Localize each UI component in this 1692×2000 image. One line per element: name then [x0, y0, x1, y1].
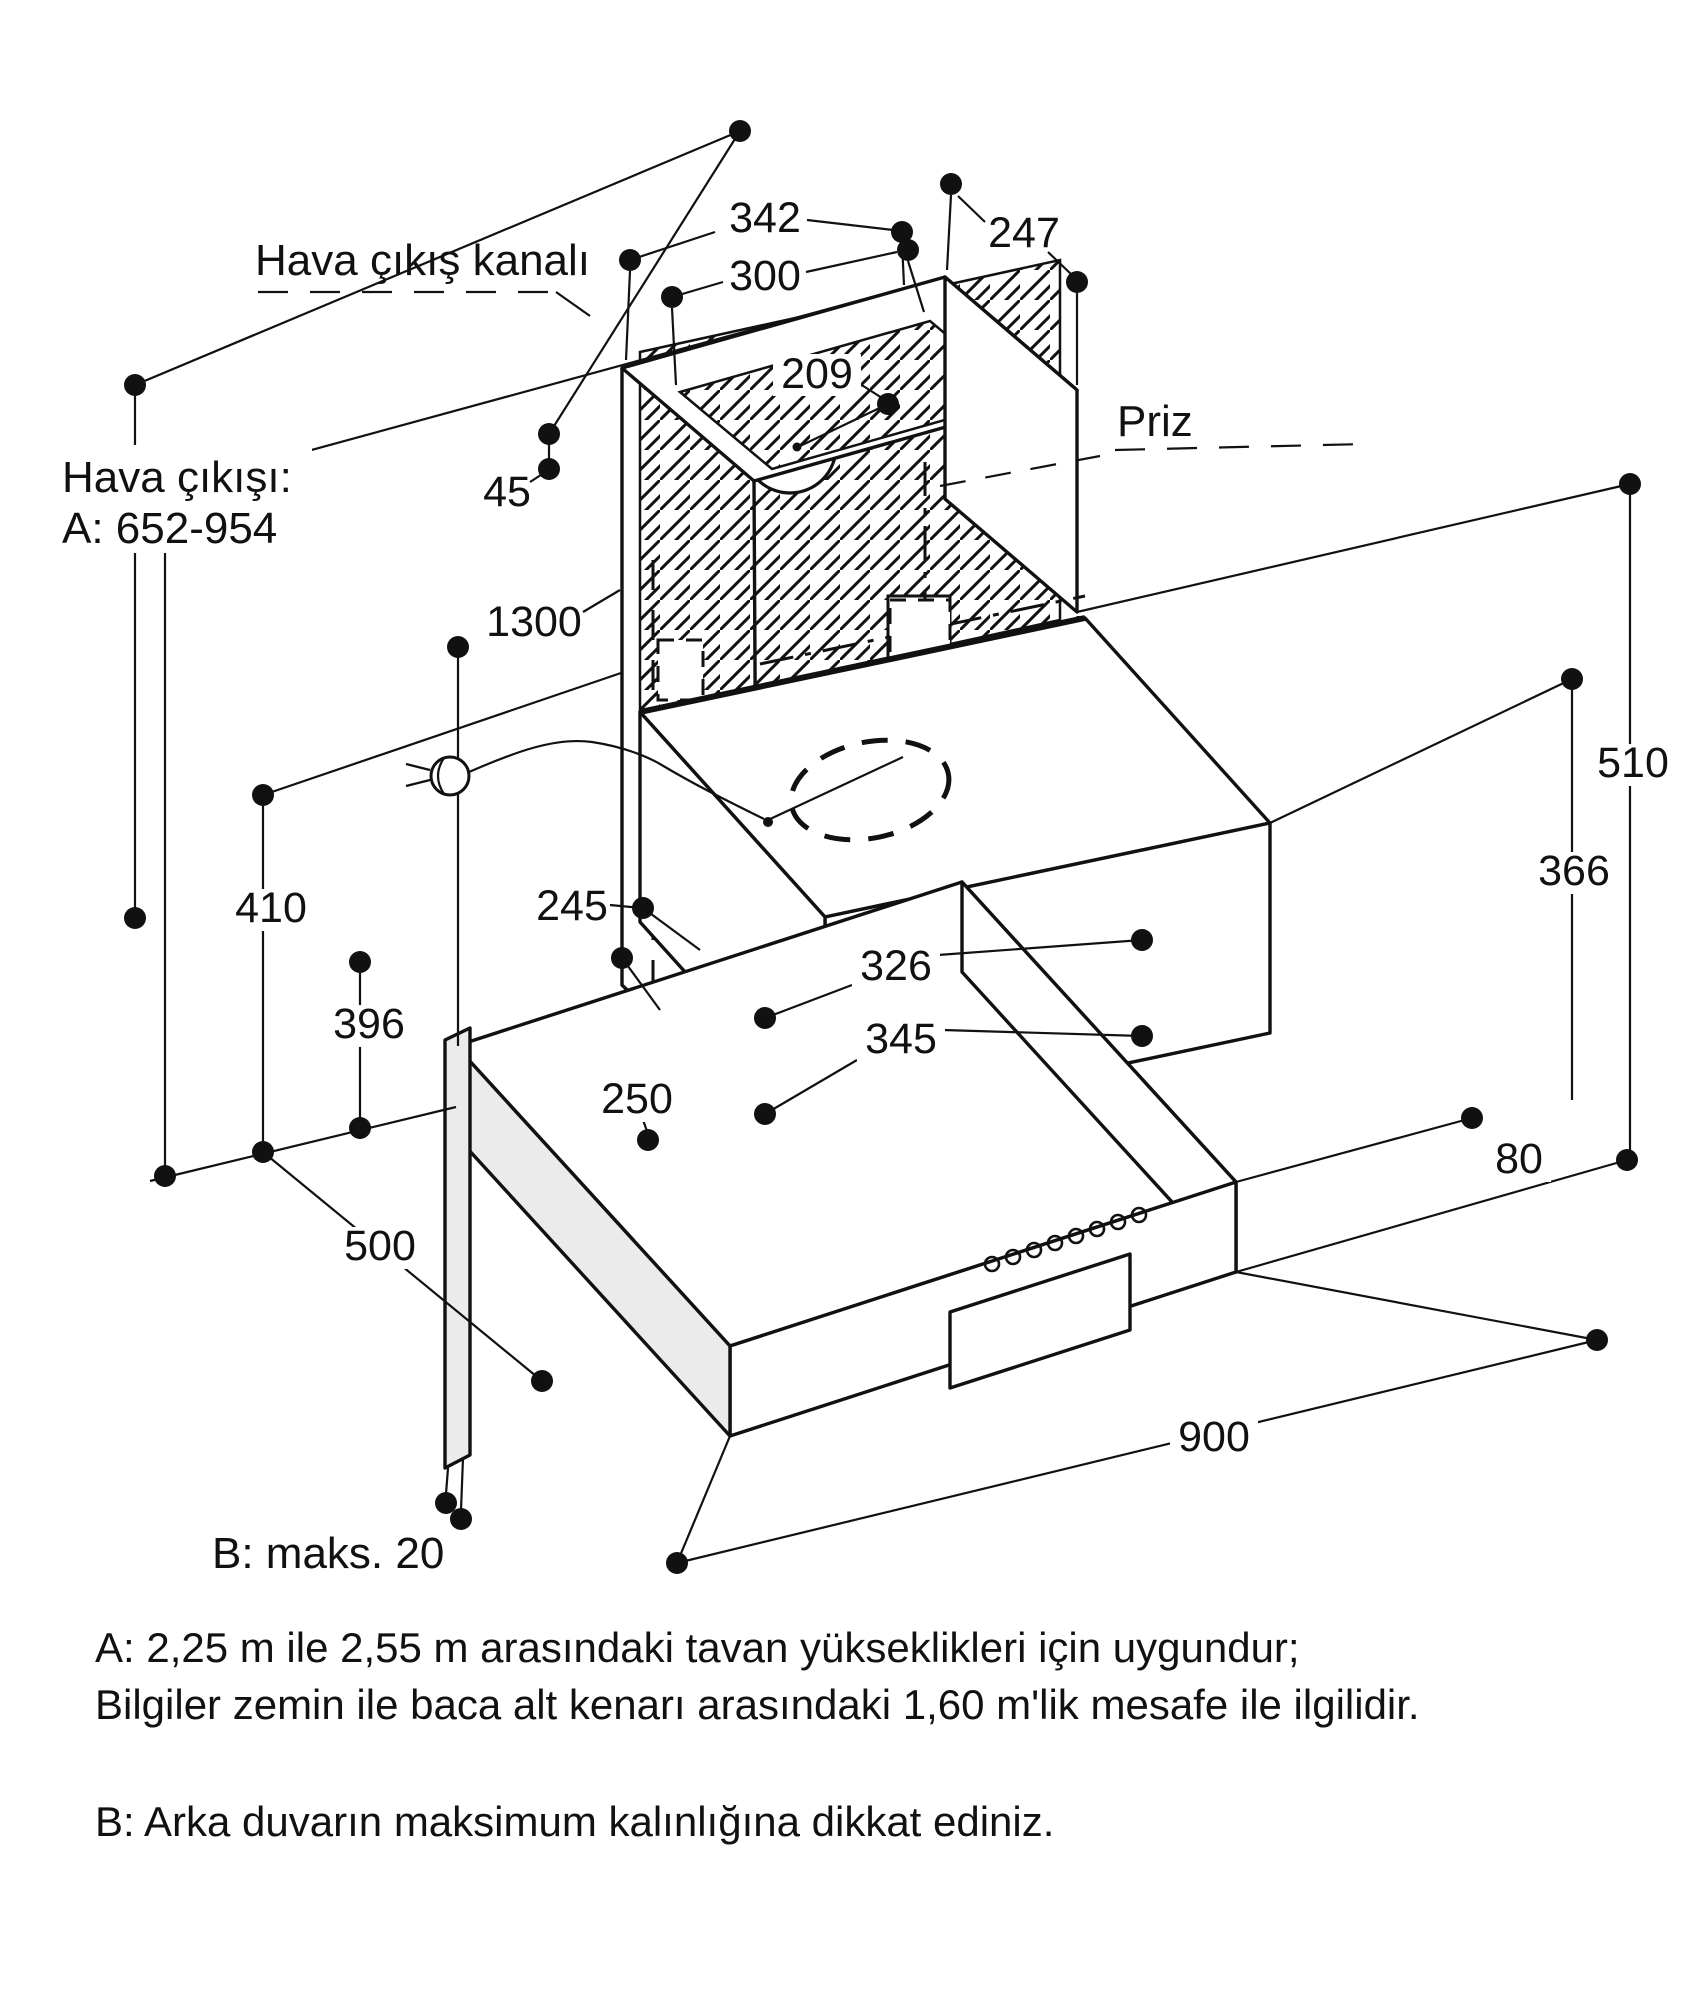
dimension-dot: [154, 1165, 176, 1187]
dimension-dot: [531, 1370, 553, 1392]
dimension-dot: [1561, 668, 1583, 690]
dim-250: 250: [601, 1075, 673, 1123]
dimension-dot: [611, 947, 633, 969]
dimension-dot: [637, 1129, 659, 1151]
dimension-dot: [538, 458, 560, 480]
dimension-dot: [1131, 929, 1153, 951]
dimension-dot: [754, 1103, 776, 1125]
dimension-dot: [632, 897, 654, 919]
dimension-dot: [447, 636, 469, 658]
dim-209: 209: [781, 350, 853, 398]
label-socket: Priz: [1117, 397, 1193, 446]
bracket-hidden-left: [658, 640, 703, 700]
dimension-dot: [897, 239, 919, 261]
dimension-dot: [124, 907, 146, 929]
dim-300: 300: [729, 252, 801, 300]
label-air-outlet-range: A: 652-954: [62, 504, 278, 553]
dim-396: 396: [333, 1000, 405, 1048]
dim-247: 247: [988, 209, 1060, 257]
dim-410: 410: [235, 884, 307, 932]
dim-80: 80: [1495, 1135, 1543, 1183]
dimension-dot: [124, 374, 146, 396]
footnotes: [95, 1624, 1420, 1845]
dimension-dot: [729, 120, 751, 142]
outlet-point: [763, 817, 773, 827]
wall-panel: [445, 1028, 470, 1510]
dim-900: 900: [1178, 1413, 1250, 1461]
dimension-dot: [252, 784, 274, 806]
dimension-dot: [1131, 1025, 1153, 1047]
dimension-dot: [940, 173, 962, 195]
rear-wall: [445, 1028, 470, 1468]
note-b: B: Arka duvarın maksimum kalınlığına dikkat ediniz.: [95, 1798, 1055, 1845]
dim-1300: 1300: [486, 598, 582, 646]
wall-thickness-line: [461, 1458, 463, 1510]
dim-500: 500: [344, 1222, 416, 1270]
dim-366: 366: [1538, 847, 1610, 895]
dimension-dot: [1066, 271, 1088, 293]
dimension-dot: [538, 423, 560, 445]
note-a-line2: Bilgiler zemin ile baca alt kenarı arasındaki 1,60 m'lik mesafe ile ilgilidir.: [95, 1681, 1420, 1728]
wall-thickness-line: [446, 1468, 448, 1494]
dimension-dot: [349, 951, 371, 973]
dim-345: 345: [865, 1015, 937, 1063]
dim-245: 245: [536, 882, 608, 930]
dim-45: 45: [483, 468, 531, 516]
dimension-dot: [1619, 473, 1641, 495]
dimension-dot: [252, 1141, 274, 1163]
dimension-dot: [1461, 1107, 1483, 1129]
label-rear-wall-max: B: maks. 20: [212, 1529, 445, 1578]
dimension-dot: [877, 393, 899, 415]
dimension-dot: [1586, 1329, 1608, 1351]
dimension-dot: [450, 1508, 472, 1530]
dim-342: 342: [729, 194, 801, 242]
dimension-dot: [666, 1552, 688, 1574]
note-a-line1: A: 2,25 m ile 2,55 m arasındaki tavan yükseklikleri için uygundur;: [95, 1624, 1300, 1671]
dimension-dot: [661, 286, 683, 308]
label-air-outlet-duct: Hava çıkış kanalı: [255, 236, 591, 285]
dimension-dot: [435, 1492, 457, 1514]
dimension-dot: [1616, 1149, 1638, 1171]
dimension-dot: [619, 249, 641, 271]
dim-326: 326: [860, 942, 932, 990]
dim-510: 510: [1597, 739, 1669, 787]
dimension-dot: [349, 1117, 371, 1139]
label-air-outlet-title: Hava çıkışı:: [62, 453, 292, 502]
dimension-dot: [754, 1007, 776, 1029]
